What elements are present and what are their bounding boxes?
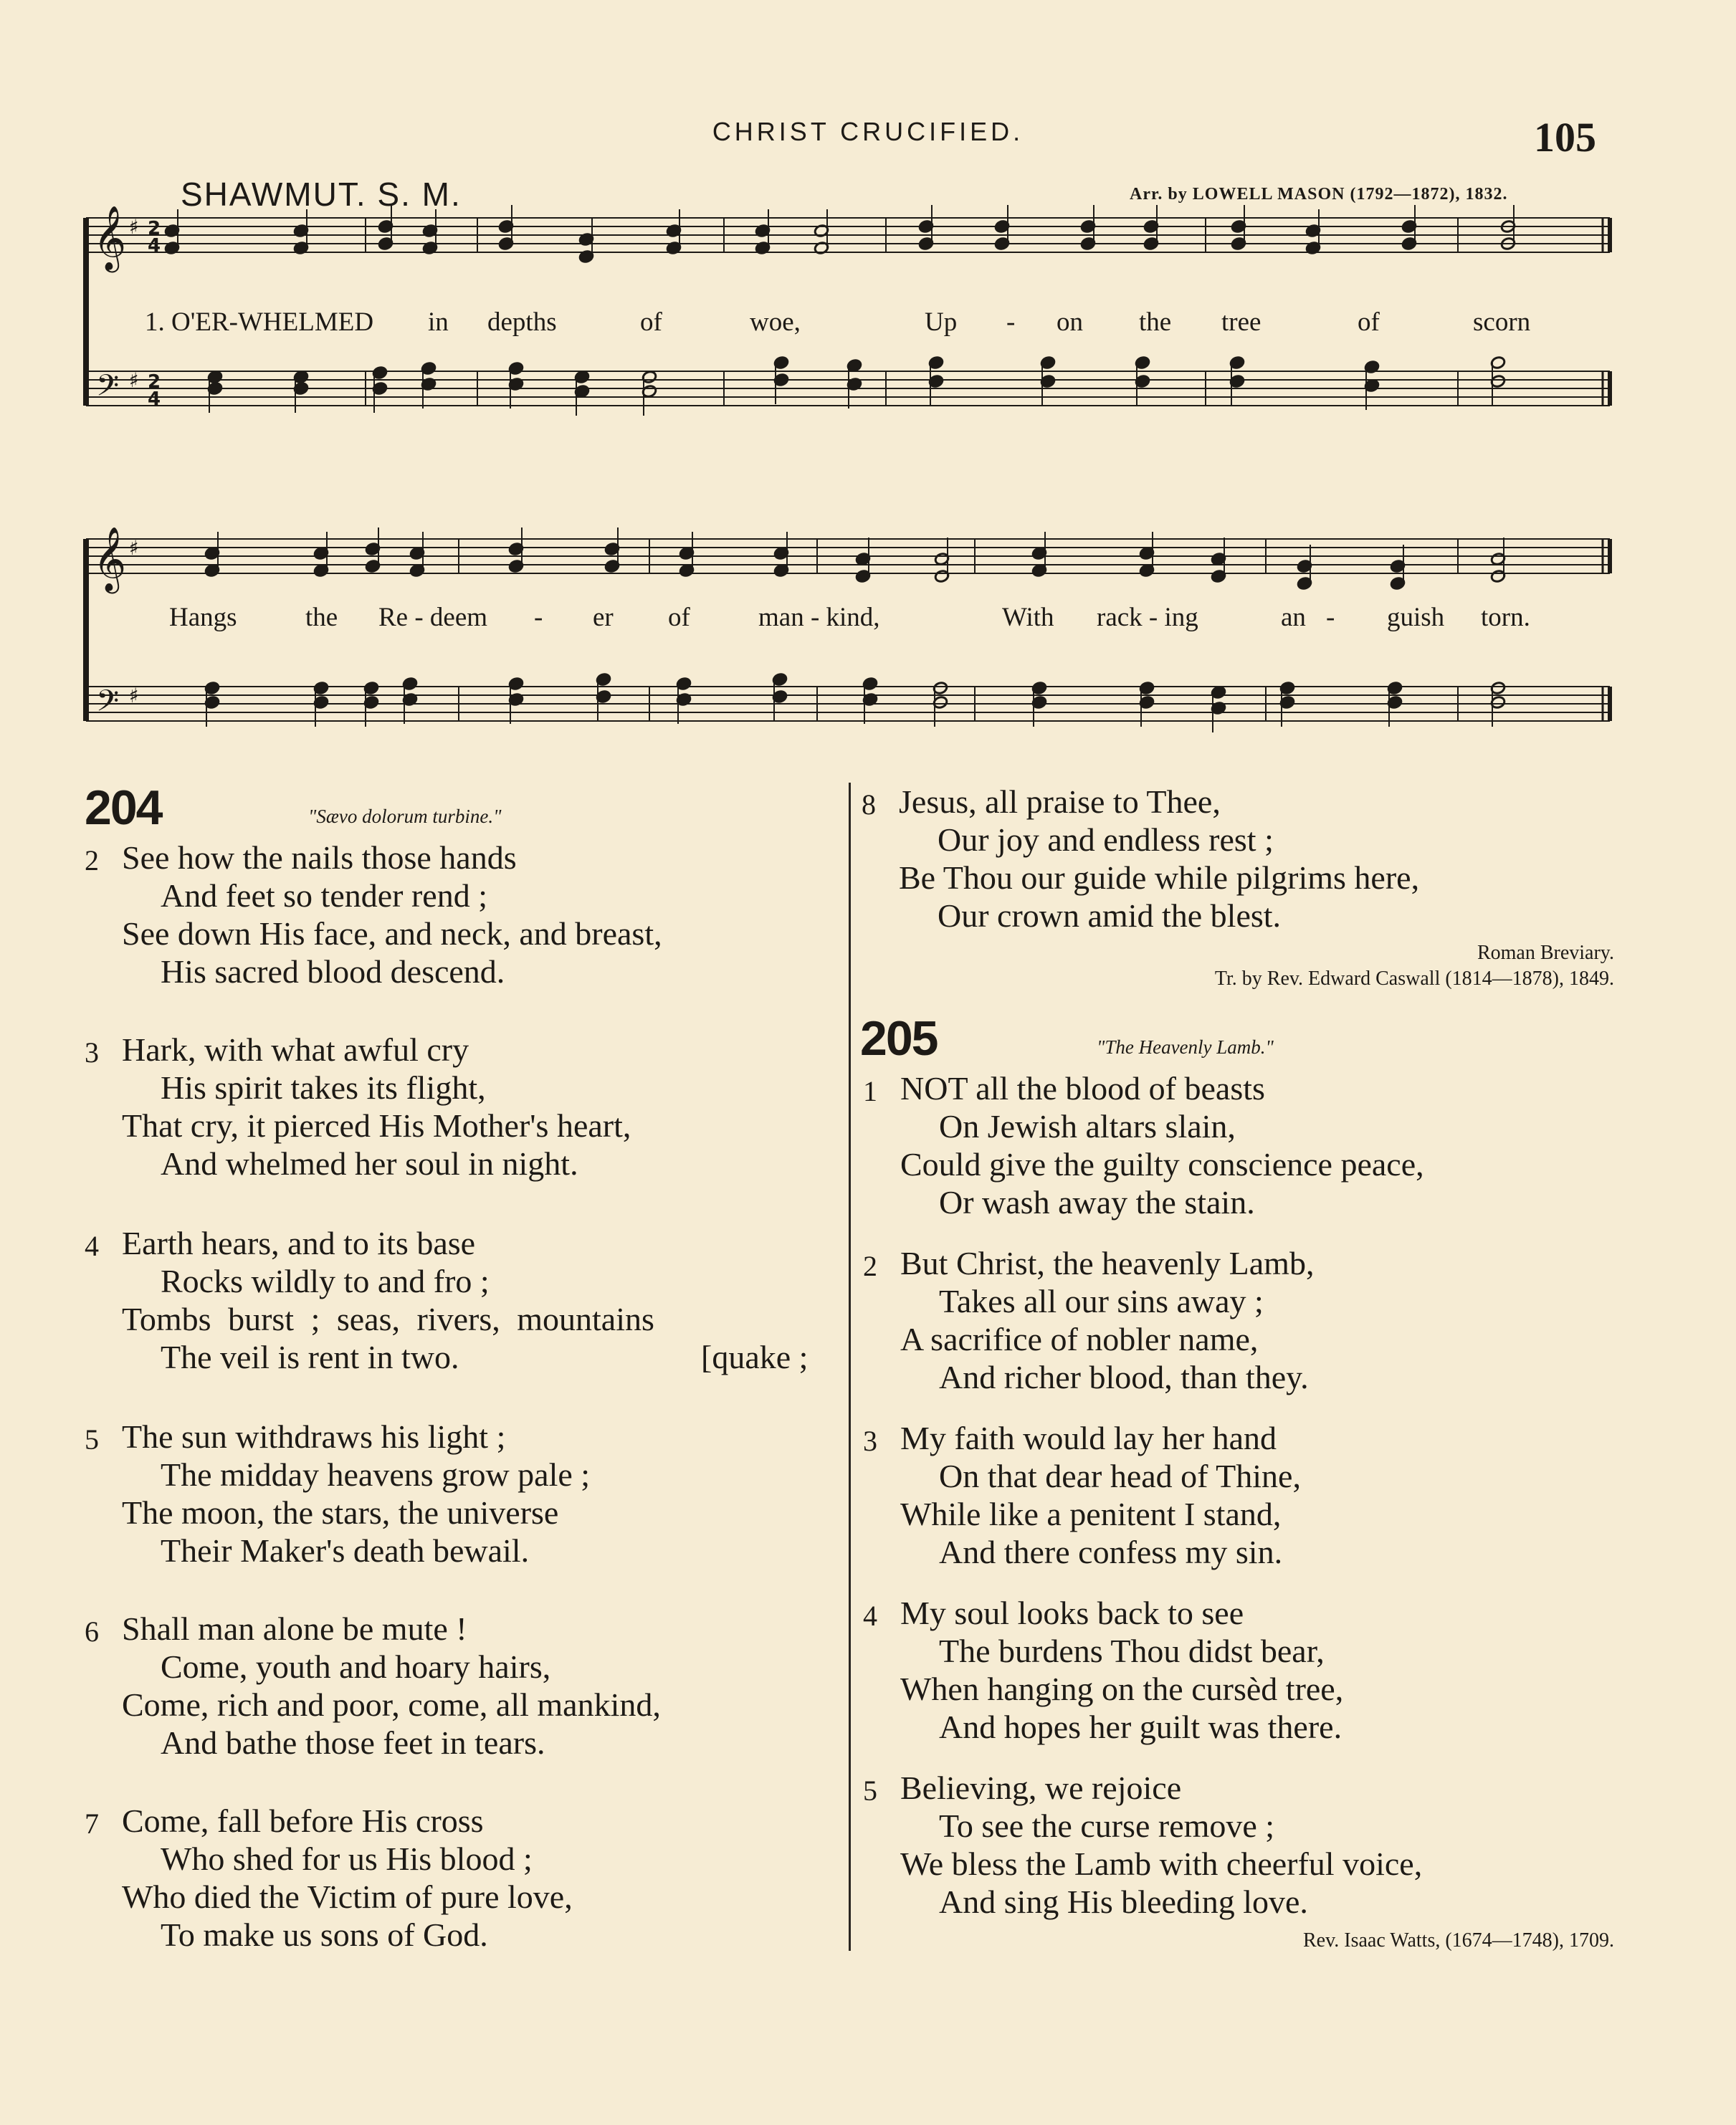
- stanza-line: Could give the guilty conscience peace,: [900, 1146, 1424, 1183]
- stanza-line: On Jewish altars slain,: [939, 1108, 1236, 1145]
- lyric-syllable: tree: [1221, 307, 1262, 337]
- hymn-205-stanza-3: [863, 1419, 1301, 1571]
- lyric-syllable: Re - deem: [378, 603, 488, 632]
- stanza-number: 5: [863, 1775, 877, 1807]
- hymn-204-stanza-4-turnover: [quake ;: [701, 1339, 809, 1375]
- stanza-line: And bathe those feet in tears.: [161, 1724, 545, 1761]
- stanza-line: Come, youth and hoary hairs,: [161, 1648, 551, 1685]
- stanza-line: Who shed for us His blood ;: [161, 1840, 533, 1877]
- hymn-205-stanza-4: [863, 1594, 1344, 1746]
- stanza-line: Earth hears, and to its base: [122, 1225, 476, 1261]
- lyric-syllable: Hangs: [169, 603, 237, 632]
- stanza-number: 4: [85, 1230, 99, 1262]
- hymn-204-stanza-6: [85, 1610, 661, 1762]
- sharp-icon: ♯: [129, 536, 139, 560]
- stanza-line: The midday heavens grow pale ;: [161, 1456, 591, 1493]
- lyric-syllable: Up: [925, 307, 958, 337]
- sharp-icon: ♯: [129, 215, 139, 239]
- stanza-line: And sing His bleeding love.: [939, 1883, 1308, 1920]
- stanza-line: Shall man alone be mute !: [122, 1610, 467, 1647]
- stanza-line: Hark, with what awful cry: [122, 1031, 469, 1068]
- bass-clef-icon: 𝄢: [96, 684, 120, 725]
- lyric-syllable: man - kind,: [758, 603, 880, 632]
- stanza-number: 3: [85, 1036, 99, 1069]
- lyric-syllable: woe,: [750, 307, 801, 337]
- sharp-icon: ♯: [129, 684, 139, 707]
- time-signature-top: 2: [148, 371, 161, 393]
- stanza-line: My faith would lay her hand: [900, 1420, 1277, 1456]
- hymn-205-subtitle: "The Heavenly Lamb.": [1097, 1036, 1274, 1058]
- hymn-204-stanza-8: [862, 783, 1420, 935]
- stanza-number: 1: [863, 1075, 877, 1107]
- time-signature-bottom: 4: [148, 235, 161, 257]
- stanza-number: 2: [85, 844, 99, 877]
- stanza-line: Come, fall before His cross: [122, 1802, 484, 1839]
- lyric-syllable: of: [640, 307, 662, 337]
- stanza-line: Or wash away the stain.: [939, 1184, 1255, 1221]
- lyric-syllable: of: [668, 603, 690, 632]
- lyric-syllable: the: [1139, 307, 1172, 337]
- stanza-line: My soul looks back to see: [900, 1595, 1244, 1631]
- lyric-syllable: the: [305, 603, 338, 632]
- running-header: CHRIST CRUCIFIED.: [712, 117, 1024, 146]
- stanza-number: 4: [863, 1600, 877, 1632]
- hymn-205-stanza-2: [863, 1244, 1315, 1396]
- time-signature-bottom: 4: [148, 388, 161, 410]
- stanza-line: See down His face, and neck, and breast,: [122, 915, 662, 952]
- stanza-line: A sacrifice of nobler name,: [900, 1321, 1259, 1357]
- stanza-line: That cry, it pierced His Mother's heart,: [122, 1107, 631, 1144]
- hymn-205-stanza-5: [863, 1769, 1423, 1921]
- lyric-syllable: rack - ing: [1097, 603, 1198, 632]
- stanza-line: Who died the Victim of pure love,: [122, 1878, 573, 1915]
- stanza-line: Our joy and endless rest ;: [938, 821, 1274, 858]
- stanza-line: But Christ, the heavenly Lamb,: [900, 1245, 1315, 1281]
- stanza-number: 8: [862, 788, 876, 821]
- stanza-line: Tombs burst ; seas, rivers, mountains: [122, 1301, 654, 1337]
- stanza-line: The sun withdraws his light ;: [122, 1418, 506, 1455]
- treble-clef-icon: 𝄞: [93, 527, 127, 591]
- stanza-line: The moon, the stars, the universe: [122, 1494, 559, 1531]
- lyric-syllable: er: [593, 603, 614, 632]
- stanza-line: The burdens Thou didst bear,: [939, 1633, 1325, 1669]
- stanza-line: Jesus, all praise to Thee,: [899, 783, 1221, 820]
- hymn-205-number: 205: [860, 1011, 938, 1066]
- stanza-line: NOT all the blood of beasts: [900, 1070, 1265, 1107]
- stanza-line: Be Thou our guide while pilgrims here,: [899, 859, 1420, 896]
- stanza-line: We bless the Lamb with cheerful voice,: [900, 1845, 1423, 1882]
- stanza-line: And there confess my sin.: [939, 1534, 1283, 1570]
- treble-clef-icon: 𝄞: [93, 206, 127, 270]
- lyric-syllable: in: [428, 307, 449, 337]
- stanza-line: On that dear head of Thine,: [939, 1458, 1301, 1494]
- hymn-204-stanza-4: [85, 1224, 654, 1376]
- page-number: 105: [1534, 114, 1596, 161]
- hymn-205-stanza-1: [863, 1069, 1424, 1221]
- sharp-icon: ♯: [129, 368, 139, 392]
- stanza-line: And feet so tender rend ;: [161, 877, 488, 914]
- stanza-line: While like a penitent I stand,: [900, 1496, 1282, 1532]
- stanza-line: To see the curse remove ;: [939, 1808, 1275, 1844]
- hymn-204-translator: Tr. by Rev. Edward Caswall (1814—1878), 1849.: [1214, 968, 1614, 990]
- lyric-syllable: depths: [487, 307, 557, 337]
- stanza-line: See how the nails those hands: [122, 839, 517, 876]
- stanza-line: The veil is rent in two.: [161, 1339, 459, 1375]
- lyric-syllable: With: [1002, 603, 1054, 632]
- stanza-line: Come, rich and poor, come, all mankind,: [122, 1686, 661, 1723]
- lyric-syllable: scorn: [1473, 307, 1531, 337]
- lyric-syllable: -: [534, 603, 543, 632]
- column-divider: [849, 783, 851, 1951]
- hymn-204-stanza-7: [85, 1802, 573, 1954]
- hymn-204-stanza-2: [85, 839, 662, 990]
- lyric-syllable: -: [1326, 603, 1335, 632]
- hymn-204-stanza-5: [85, 1418, 591, 1570]
- lyric-syllable: -: [1006, 307, 1016, 337]
- hymn-204-number: 204: [85, 780, 162, 835]
- hymn-204-source: Roman Breviary.: [1477, 942, 1614, 964]
- stanza-number: 7: [85, 1808, 99, 1840]
- bass-clef-icon: 𝄢: [96, 368, 120, 410]
- stanza-line: Rocks wildly to and fro ;: [161, 1263, 490, 1299]
- stanza-line: And richer blood, than they.: [939, 1359, 1309, 1395]
- stanza-line: When hanging on the cursèd tree,: [900, 1671, 1344, 1707]
- stanza-line: Takes all our sins away ;: [939, 1283, 1264, 1319]
- stanza-line: And hopes her guilt was there.: [939, 1709, 1342, 1745]
- lyric-syllable: torn.: [1481, 603, 1530, 632]
- lyric-syllable: on: [1057, 307, 1083, 337]
- stanza-line: Their Maker's death bewail.: [161, 1532, 530, 1569]
- hymn-205-attribution: Rev. Isaac Watts, (1674—1748), 1709.: [1303, 1929, 1614, 1952]
- lyric-syllable: an: [1281, 603, 1306, 632]
- music-score: [0, 0, 1736, 760]
- lyric-syllable: guish: [1387, 603, 1445, 632]
- stanza-line: Believing, we rejoice: [900, 1770, 1182, 1806]
- stanza-line: To make us sons of God.: [161, 1916, 488, 1953]
- lyric-syllable: of: [1358, 307, 1380, 337]
- stanza-number: 5: [85, 1423, 99, 1456]
- stanza-number: 2: [863, 1250, 877, 1282]
- stanza-number: 6: [85, 1615, 99, 1648]
- stanza-line: His spirit takes its flight,: [161, 1069, 486, 1106]
- time-signature-top: 2: [148, 218, 161, 239]
- arranger-credit: Arr. by LOWELL MASON (1792—1872), 1832.: [1130, 185, 1508, 204]
- hymn-204-stanza-3: [85, 1031, 631, 1183]
- stanza-number: 3: [863, 1425, 877, 1457]
- lyric-syllable: 1. O'ER-WHELMED: [145, 307, 374, 337]
- hymn-204-subtitle: "Sævo dolorum turbine.": [308, 806, 502, 827]
- stanza-line: His sacred blood descend.: [161, 953, 505, 990]
- stanza-line: And whelmed her soul in night.: [161, 1145, 578, 1182]
- stanza-line: Our crown amid the blest.: [938, 897, 1282, 934]
- tune-name: SHAWMUT. S. M.: [181, 176, 462, 213]
